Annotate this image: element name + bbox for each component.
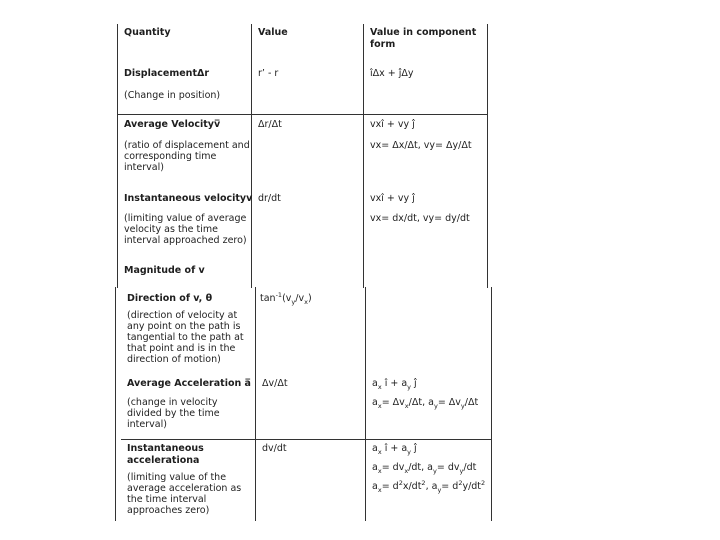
instantaneous-acceleration-description: (limiting value of the average acceleration as the time interval approaches zero) <box>127 472 242 516</box>
header-value: Value <box>258 27 288 38</box>
instantaneous-velocity-description: (limiting value of average velocity as the time interval approached zero) <box>124 213 247 246</box>
average-velocity-component-scalars: vx= Δx/Δt, vy= Δy/Δt <box>370 140 472 151</box>
bottom-table-col-divider-1 <box>255 287 256 521</box>
displacement-description: (Change in position) <box>124 90 221 101</box>
average-acceleration-label: Average Acceleration a̅ <box>127 378 251 389</box>
instantaneous-acceleration-value: dv/dt <box>262 443 287 454</box>
bottom-table-row-divider <box>121 439 492 440</box>
direction-label: Direction of v, θ <box>127 293 213 304</box>
header-component-form: Value in component form <box>370 27 477 50</box>
bottom-table-left-border <box>115 287 116 521</box>
average-acceleration-component-scalars: $a_x= \Delta v_x/\Delta t$, $a_y= \Delta v_y/\Delta t$ <box>372 397 479 410</box>
average-acceleration-component-vector: $a_x$ î + $a_y$ ĵ <box>372 378 417 391</box>
top-table-right-border <box>487 24 488 288</box>
average-acceleration-description: (change in velocity divided by the time interval) <box>127 397 220 430</box>
instantaneous-velocity-label: Instantaneous velocityv <box>124 193 253 204</box>
displacement-component: îΔx + ĵΔy <box>370 68 414 79</box>
displacement-value: r’ - r <box>258 68 279 79</box>
magnitude-label: Magnitude of v <box>124 265 205 276</box>
average-velocity-value: Δr/Δt <box>258 119 282 130</box>
displacement-label: DisplacementΔr <box>124 68 210 79</box>
instantaneous-velocity-component-vector: vxî + vy ĵ <box>370 193 415 204</box>
average-velocity-component-vector: vxî + vy ĵ <box>370 119 415 130</box>
top-table-col-divider-1 <box>251 24 252 288</box>
top-table-col-divider-2 <box>363 24 364 288</box>
instantaneous-velocity-component-scalars: vx= dx/dt, vy= dy/dt <box>370 213 470 224</box>
direction-description: (direction of velocity at any point on the path is tangential to the path at that point and is in the direction of motion) <box>127 310 244 365</box>
average-velocity-description: (ratio of displacement and corresponding time interval) <box>124 140 250 173</box>
average-acceleration-value: Δv/Δt <box>262 378 288 389</box>
instantaneous-acceleration-component-first-derivative: $a_x= dv_x/dt$, $a_y= dv_y/dt$ <box>372 462 477 475</box>
instantaneous-acceleration-label: Instantaneous accelerationa <box>127 443 204 466</box>
bottom-table-right-border <box>491 287 492 521</box>
top-table-left-border <box>117 24 118 288</box>
instantaneous-acceleration-component-second-derivative: $a_x= d^2x/dt^2$, $a_y= d^2y/dt^2$ <box>372 478 486 494</box>
bottom-table-col-divider-2 <box>365 287 366 521</box>
direction-value: $\tan^{-1}(v_y/v_x)$ <box>260 290 312 306</box>
average-velocity-label: Average Velocityv̅ <box>124 119 221 130</box>
instantaneous-acceleration-component-vector: $a_x$ î + $a_y$ ĵ <box>372 443 417 456</box>
top-table-row-divider <box>117 114 488 115</box>
header-quantity: Quantity <box>124 27 171 38</box>
instantaneous-velocity-value: dr/dt <box>258 193 281 204</box>
